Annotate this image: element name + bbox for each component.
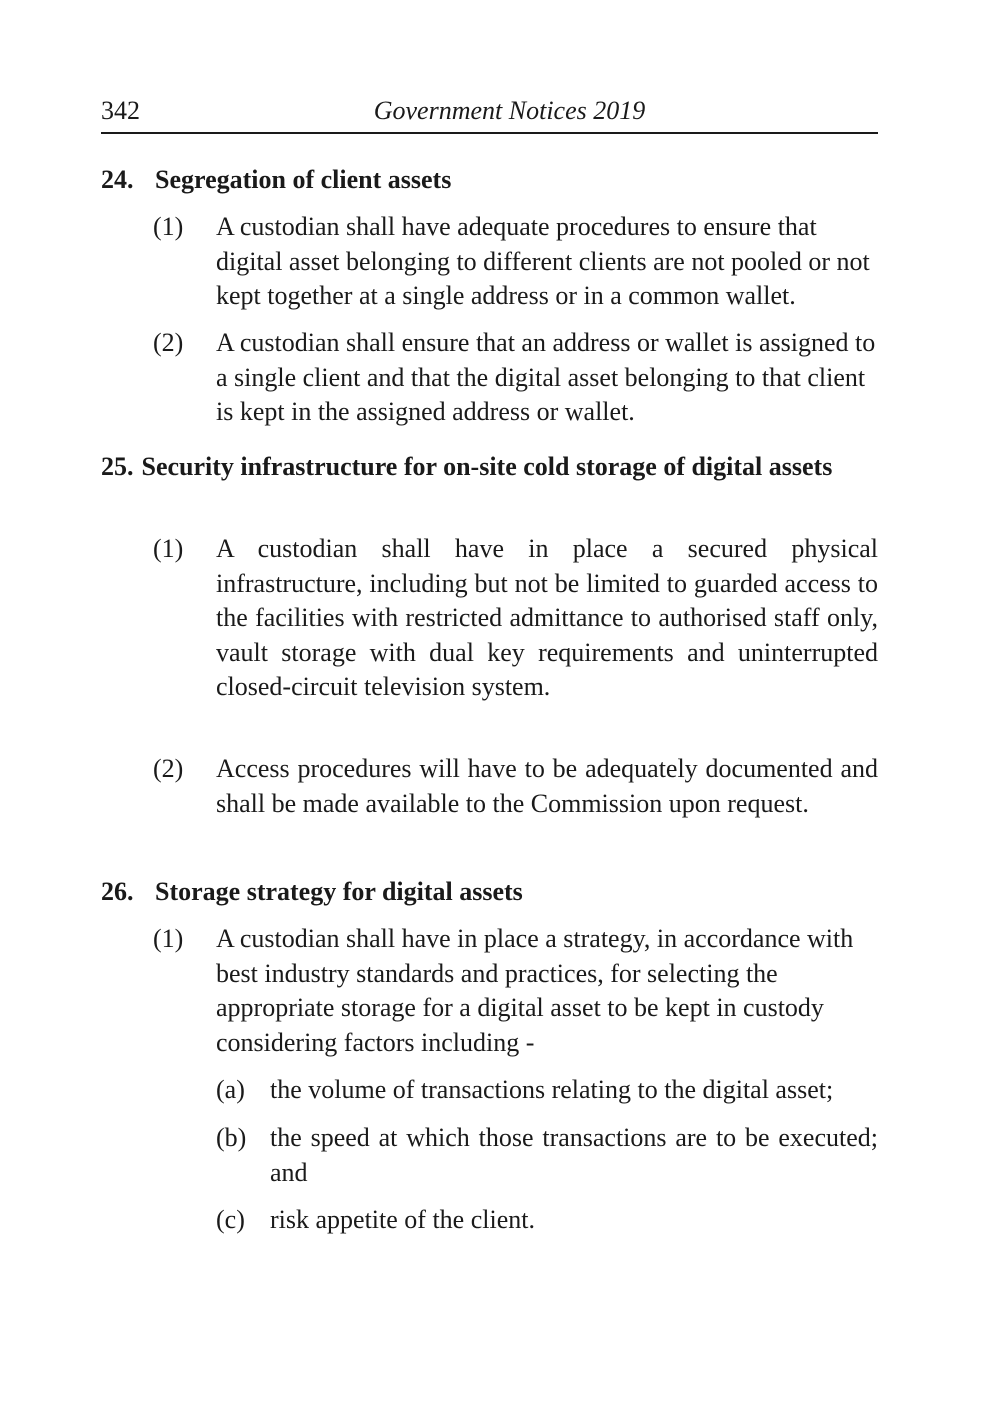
clause-text: Access procedures will have to be adequately documented and shall be made available to the Commission upon request. xyxy=(216,754,878,818)
section-title: Security infrastructure for on-site cold storage of digital assets xyxy=(141,452,833,481)
section-number: 24. xyxy=(101,165,134,194)
item-number: (c) xyxy=(216,1205,245,1234)
clause-text: A custodian shall have in place a strategy, in accordance with best industry standards and practices, for selecting the appropriate storage for a digital asset to be kept in custody considering factors including - xyxy=(216,924,854,1057)
running-title: Government Notices 2019 xyxy=(373,96,646,125)
item-number: (a) xyxy=(216,1075,245,1104)
clause-text: A custodian shall have adequate procedures to ensure that digital asset belonging to different clients are not pooled or not kept together at a single address or in a common wallet. xyxy=(216,212,870,310)
clause-number: (1) xyxy=(153,924,184,953)
clause-text: A custodian shall have in place a secured physical infrastructure, including but not be limited to guarded access to the facilities with restricted admittance to authorised staff only, vault storage with dual key requirements and uninterrupted closed-circuit television system. xyxy=(216,534,878,701)
item-text: risk appetite of the client. xyxy=(270,1205,535,1234)
section-24-heading xyxy=(101,163,878,197)
clause-number: (1) xyxy=(153,534,184,563)
item-text: the volume of transactions relating to the digital asset; xyxy=(270,1075,834,1104)
section-number: 26. xyxy=(101,877,134,906)
clause-number: (2) xyxy=(153,754,184,783)
section-title: Segregation of client assets xyxy=(155,165,452,194)
item-text: the speed at which those transactions are to be executed; and xyxy=(270,1123,878,1187)
page-header xyxy=(101,92,878,134)
clause-number: (2) xyxy=(153,328,184,357)
section-title: Storage strategy for digital assets xyxy=(155,877,523,906)
clause-number: (1) xyxy=(153,212,184,241)
clause-text: A custodian shall ensure that an address or wallet is assigned to a single client and that the digital asset belonging to that client is kept in the assigned address or wallet. xyxy=(216,328,876,426)
section-number: 25. xyxy=(101,452,134,481)
item-number: (b) xyxy=(216,1123,247,1152)
section-25-heading xyxy=(101,450,878,484)
page-number: 342 xyxy=(101,96,140,125)
section-26-heading xyxy=(101,875,878,909)
